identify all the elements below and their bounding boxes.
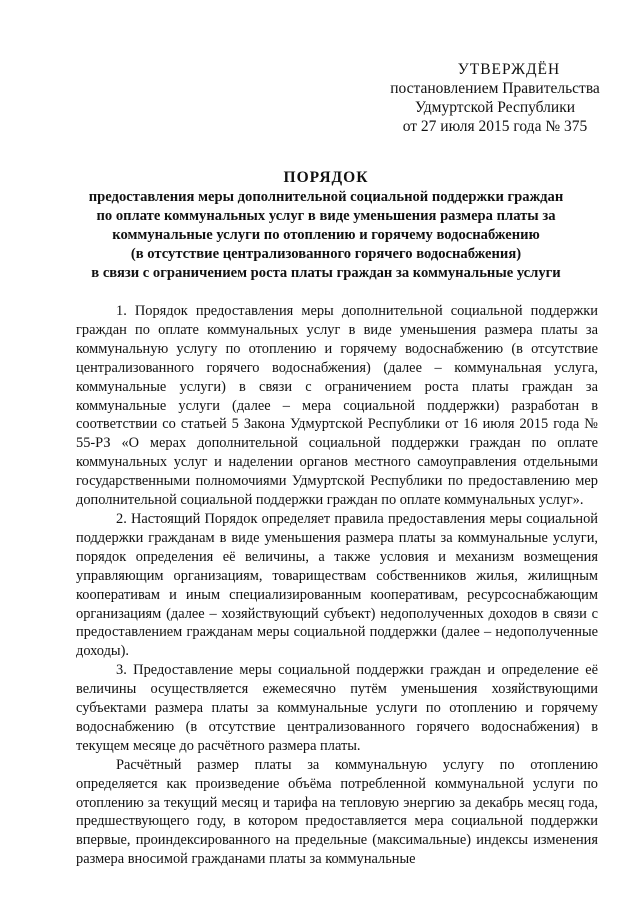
paragraph-3: 3. Предоставление меры социальной поддержки граждан и определение её величины осуществляется ежемесячно путём уменьшения хозяйствующими субъектами размера платы за коммунальные услуги по отоплению и горячему водоснабжению (в отсутствие централизованного горячего водоснабжения) в текущем месяце до расчётного размера платы. bbox=[76, 662, 598, 754]
paragraph-4: Расчётный размер платы за коммунальную услугу по отоплению определяется как произведение объёма потребленной коммунальной услуги по отоплению за текущий месяц и тарифа на тепловую энергию за декабрь месяц года, предшествующего году, в котором предоставляется мера социальной поддержки впервые, проиндексированного на предельные (максимальные) индексы изменения размера вносимой гражданами платы за коммунальные bbox=[76, 756, 598, 868]
title-line-3: коммунальные услуги по отоплению и горячему водоснабжению bbox=[112, 227, 540, 243]
approval-stamp bbox=[380, 60, 610, 136]
title-line-5: в связи с ограничением роста платы граждан за коммунальные услуги bbox=[91, 265, 561, 281]
title-heading: ПОРЯДОК bbox=[283, 169, 369, 186]
document-title bbox=[70, 168, 582, 283]
title-line-4: (в отсутствие централизованного горячего водоснабжения) bbox=[130, 246, 522, 262]
paragraph-1: 1. Порядок предоставления меры дополнительной социальной поддержки граждан по оплате коммунальных услуг в виде уменьшения размера платы за коммунальную услугу по отоплению и горячему водоснабжению (в отсутствие централизованного горячего водоснабжения) (далее – коммунальная услуга, коммунальные услуги) в связи с ограничением роста платы граждан за коммунальные услуги (далее – мера социальной поддержки) разработан в соответствии со статьей 5 Закона Удмуртской Республики от 16 июля 2015 года № 55-РЗ «О мерах дополнительной социальной поддержки граждан по оплате коммунальных услуг и наделении органов местного самоуправления отдельными государственными полномочиями Удмуртской Республики по предоставлению мер дополнительной социальной поддержки граждан по оплате коммунальных услуг». bbox=[76, 303, 598, 509]
approval-date: от 27 июля 2015 года № 375 bbox=[402, 118, 588, 135]
approval-authority: постановлением Правительства bbox=[390, 80, 600, 97]
approval-title: УТВЕРЖДЁН bbox=[457, 61, 561, 78]
title-line-2: по оплате коммунальных услуг в виде уменьшения размера платы за bbox=[96, 208, 556, 224]
document-body bbox=[76, 302, 598, 869]
approval-region: Удмуртской Республики bbox=[414, 99, 576, 116]
title-line-1: предоставления меры дополнительной социальной поддержки граждан bbox=[88, 189, 564, 205]
paragraph-2: 2. Настоящий Порядок определяет правила предоставления меры социальной поддержки гражданам в виде уменьшения размера платы за коммунальные услуги, порядок определения её величины, а также условия и механизм возмещения управляющим организациям, товариществам собственников жилья, жилищным кооперативам и иным специализированным кооперативам, ресурсоснабжающим организациям (далее – хозяйствующий субъект) недополученных доходов в связи с предоставлением гражданам меры социальной поддержки (далее – недополученные доходы). bbox=[76, 510, 598, 660]
